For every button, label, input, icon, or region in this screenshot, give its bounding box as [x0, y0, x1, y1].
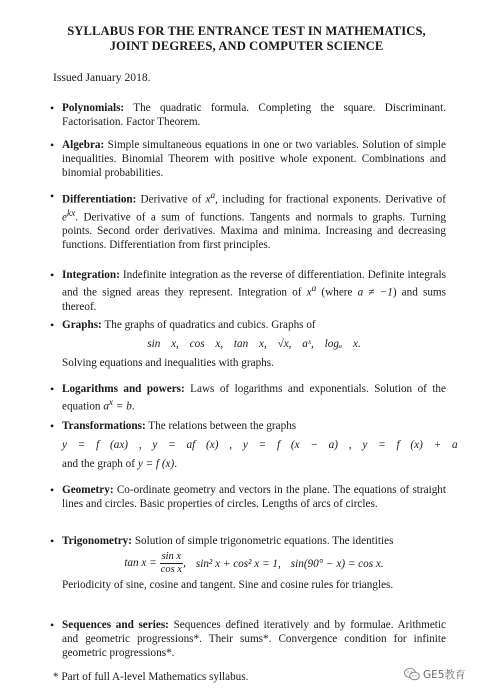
item-heading: Polynomials: [62, 102, 125, 114]
item-text: . Derivative of a sum of functions. Tangents and normals to graphs. Turning points. Second order derivatives. Maxima and minima. Increasing and decreasing functions. Differentiation from first principles. [62, 211, 446, 252]
item-logarithms [50, 382, 446, 414]
transformations-after-line [62, 457, 446, 471]
math-exponent: kx [66, 208, 76, 219]
item-heading: Algebra: [62, 139, 105, 151]
bullet-marker: • [50, 318, 55, 332]
issued-date: Issued January 2018. [53, 71, 151, 84]
bullet-marker: • [50, 189, 55, 203]
title-line-1: SYLLABUS FOR THE ENTRANCE TEST IN MATHEMATICS, [67, 24, 426, 38]
bullet-marker: • [50, 268, 55, 282]
item-text: (where [316, 286, 358, 299]
math-equals-b: = b [113, 400, 132, 413]
item-transformations [50, 419, 458, 471]
item-text: The relations between the graphs [145, 420, 297, 432]
graphs-display-formula: sin x, cos x, tan x, √x, aˣ, logₐ x. [147, 338, 361, 350]
item-text: Solution of simple trigonometric equations. The identities [132, 535, 394, 547]
item-heading: Differentiation: [62, 193, 137, 206]
item-heading: Graphs: [62, 319, 102, 331]
bullet-marker: • [50, 419, 55, 433]
bullet-marker: • [50, 101, 55, 115]
math-condition: a ≠ −1 [357, 286, 393, 299]
item-sequences [50, 618, 446, 660]
item-heading: Geometry: [62, 484, 114, 496]
item-differentiation [50, 189, 446, 252]
math-exponent: x [108, 398, 114, 408]
item-geometry [50, 483, 446, 511]
footnote: * Part of full A-level Mathematics syllabus. [53, 671, 249, 683]
fraction-denominator: cos x [160, 564, 182, 575]
wechat-icon [404, 668, 420, 681]
identity-complement: sin(90° − x) = cos x. [290, 557, 384, 570]
math-x: x [306, 286, 312, 299]
item-text: . [131, 400, 135, 413]
transformations-display-formula: y = f (ax) , y = af (x) , y = f (x − a) , y = f (x) + a [62, 439, 458, 451]
item-text: Solving equations and inequalities with graphs. [62, 357, 274, 369]
item-heading: Integration: [62, 269, 120, 281]
math-exponent: a [210, 191, 216, 201]
trigonometry-identities [62, 551, 446, 576]
bullet-marker: • [50, 483, 55, 497]
item-text: and the graph of [62, 458, 138, 470]
item-text: Indefinite integration as the reverse of differentiation. Definite integrals and the signed areas they represent. Integration of [62, 269, 446, 299]
identity-pythagorean: sin² x + cos² x = 1, [195, 557, 281, 570]
item-integration [50, 268, 446, 314]
item-graphs [50, 318, 446, 370]
fraction-numerator: sin x [161, 551, 182, 562]
document-title [0, 24, 493, 54]
item-text: The quadratic formula. Completing the square. Discriminant. Factorisation. Factor Theorem. [62, 102, 446, 128]
item-text: . [174, 458, 178, 470]
math-y-equals-fx: y = f (x) [137, 458, 175, 470]
item-heading: Trigonometry: [62, 535, 133, 547]
math-x: x [205, 193, 211, 206]
tan-lhs: tan x = [124, 557, 157, 570]
item-text: Co-ordinate geometry and vectors in the plane. The equations of straight lines and circles. Basic properties of circles. Lengths of arcs of circles. [62, 484, 446, 510]
item-text: The graphs of quadratics and cubics. Graphs of [101, 319, 316, 331]
bullet-marker: • [50, 534, 55, 548]
item-text: Derivative of [136, 193, 206, 206]
tan-fraction [160, 551, 184, 576]
item-text: Laws of logarithms and exponentials. Solution of the equation [62, 383, 446, 413]
watermark [404, 667, 465, 682]
item-text: ) and sums thereof. [62, 286, 446, 313]
math-e: e [62, 211, 67, 224]
identity-separator: , [183, 557, 186, 570]
item-algebra [50, 138, 446, 180]
bullet-marker: • [50, 138, 55, 152]
item-heading: Logarithms and powers: [62, 383, 185, 395]
item-text: Periodicity of sine, cosine and tangent. Sine and cosine rules for triangles. [62, 579, 394, 591]
math-exponent: a [311, 284, 317, 294]
item-trigonometry [50, 534, 446, 592]
item-text: Simple simultaneous equations in one or two variables. Solution of simple inequalities. Binomial Theorem with positive whole exponent. Combinations and binomial probabilities. [62, 139, 446, 179]
math-a: a [103, 400, 109, 413]
watermark-text: GE5教育 [423, 669, 466, 681]
item-heading: Transformations: [62, 420, 146, 432]
bullet-marker: • [50, 382, 55, 396]
item-text: Sequences defined iteratively and by formulae. Arithmetic and geometric progressions*. Their sums*. Convergence condition for infinite geometric progressions*. [62, 619, 446, 659]
title-line-2: JOINT DEGREES, AND COMPUTER SCIENCE [109, 39, 384, 53]
item-polynomials [50, 101, 446, 129]
item-text: , including for fractional exponents. Derivative of [215, 193, 446, 206]
bullet-marker: • [50, 618, 55, 632]
identity-tan [124, 551, 186, 576]
item-heading: Sequences and series: [62, 619, 169, 631]
